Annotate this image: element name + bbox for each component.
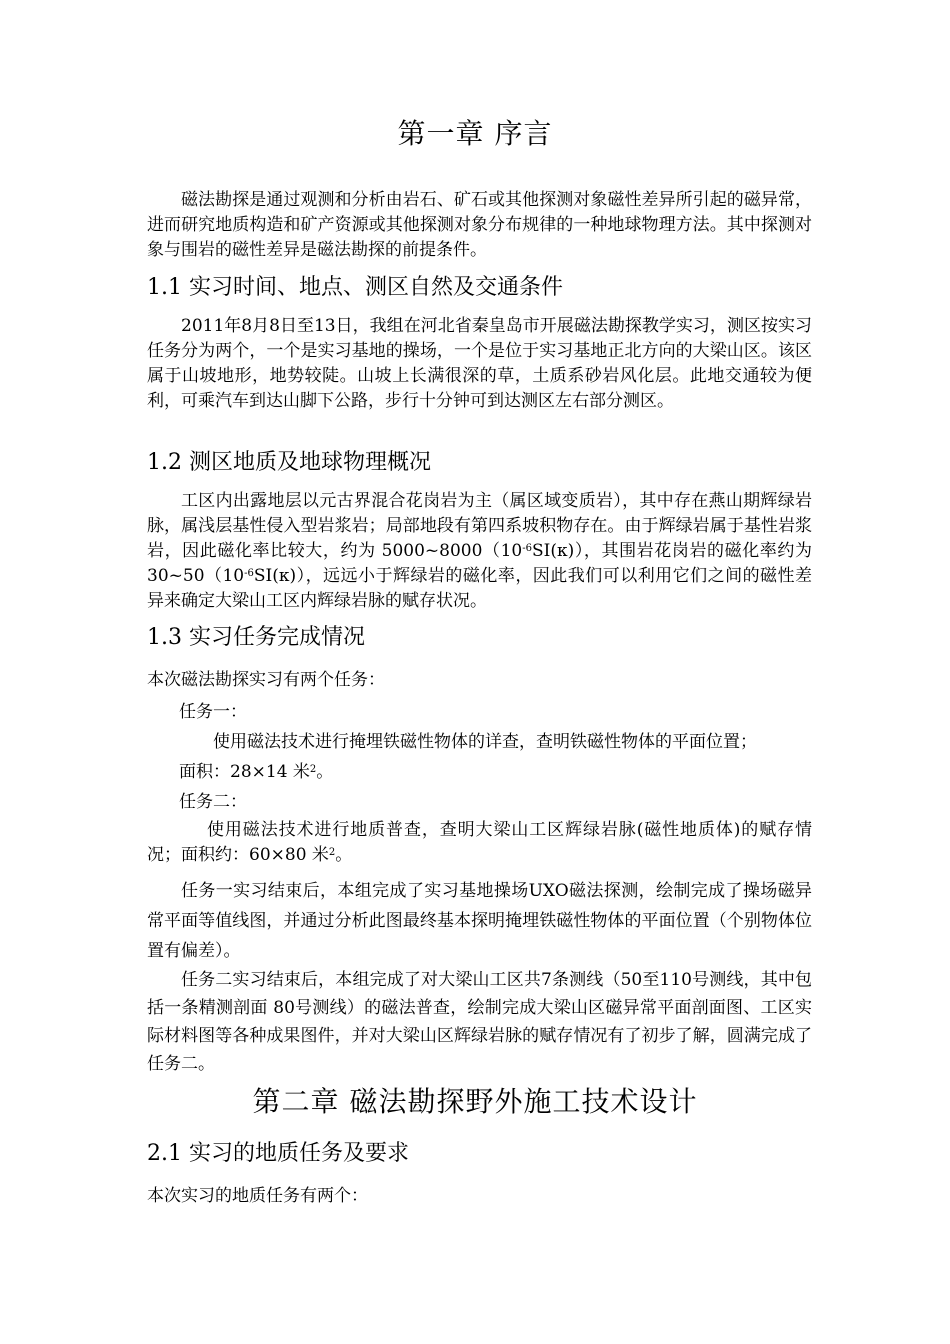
exponent-1: -6 (522, 543, 532, 554)
task-2-label: 任务二： (179, 792, 247, 812)
task-1-area-unit-exponent: 2 (309, 764, 317, 775)
chapter-2-title: 第二章 磁法勘探野外施工技术设计 (252, 1085, 698, 1118)
task-2-text-end: 。 (335, 845, 353, 865)
result-2-paragraph: 任务二实习结束后，本组完成了对大梁山工区共7条测线（50至110号测线，其中包括一条精测剖面 80号测线）的磁法普查，绘制完成大梁山区磁异常平面剖面图、工区实际材料图等各种成果图件，并对大梁山区辉绿岩脉的赋存情况有了初步了解，圆满完成了任务二。 (147, 970, 812, 1074)
section-1-2-paragraph (147, 489, 812, 614)
geology-text-1: 工区内出露地层以元古界混合花岗岩为主（属区域变质岩），其中存在燕山期辉绿岩脉，属浅层基性侵入型岩浆岩；局部地段有第四系坡积物存在。由于辉绿岩属于基性岩浆岩，因此磁化率比较大，约为 5000~8000（10 (147, 491, 812, 561)
section-1-3-title: 1.3 实习任务完成情况 (147, 625, 365, 650)
result-1-paragraph: 任务一实习结束后，本组完成了实习基地操场UXO磁法探测，绘制完成了操场磁异常平面等值线图，并通过分析此图最终基本探明掩埋铁磁性物体的平面位置（个别物体位置有偏差）。 (147, 881, 812, 961)
task-1-area-end: 。 (316, 762, 334, 782)
task-1-label: 任务一： (179, 702, 247, 722)
section-2-1-lead: 本次实习的地质任务有两个： (147, 1186, 368, 1206)
task-1-text: 使用磁法技术进行掩埋铁磁性物体的详查，查明铁磁性物体的平面位置； (213, 732, 757, 752)
section-1-2-title: 1.2 测区地质及地球物理概况 (147, 450, 431, 475)
geology-text-2: SI(κ)），其围岩花岗岩的磁化率约为 30~50（10 (147, 541, 812, 586)
geology-text-3: SI(κ)），远远小于辉绿岩的磁化率，因此我们可以利用它们之间的磁性差异来确定大梁山工区内辉绿岩脉的赋存状况。 (147, 566, 813, 611)
task-2-text-body: 使用磁法技术进行地质普查，查明大梁山工区辉绿岩脉(磁性地质体)的赋存情况；面积约：60×80 米 (147, 820, 812, 865)
section-2-1-title: 2.1 实习的地质任务及要求 (147, 1141, 409, 1166)
task-1-area (179, 760, 333, 785)
intro-paragraph: 磁法勘探是通过观测和分析由岩石、矿石或其他探测对象磁性差异所引起的磁异常，进而研究地质构造和矿产资源或其他探测对象分布规律的一种地球物理方法。其中探测对象与围岩的磁性差异是磁法勘探的前提条件。 (147, 190, 812, 260)
chapter-1-title: 第一章 序言 (397, 117, 553, 150)
section-1-1-paragraph: 2011年8月8日至13日，我组在河北省秦皇岛市开展磁法勘探教学实习，测区按实习任务分为两个，一个是实习基地的操场，一个是位于实习基地正北方向的大梁山区。该区属于山坡地形，地势较陡。山坡上长满很深的草，土质系砂岩风化层。此地交通较为便利，可乘汽车到达山脚下公路，步行十分钟可到达测区左右部分测区。 (147, 316, 812, 411)
task-2-area-unit-exponent: 2 (328, 847, 336, 858)
task-1-area-value: 面积：28×14 米 (179, 762, 310, 782)
exponent-2: -6 (244, 568, 254, 579)
task-2-text (147, 818, 812, 868)
tasks-lead: 本次磁法勘探实习有两个任务： (147, 670, 385, 690)
section-1-1-title: 1.1 实习时间、地点、测区自然及交通条件 (147, 275, 563, 300)
